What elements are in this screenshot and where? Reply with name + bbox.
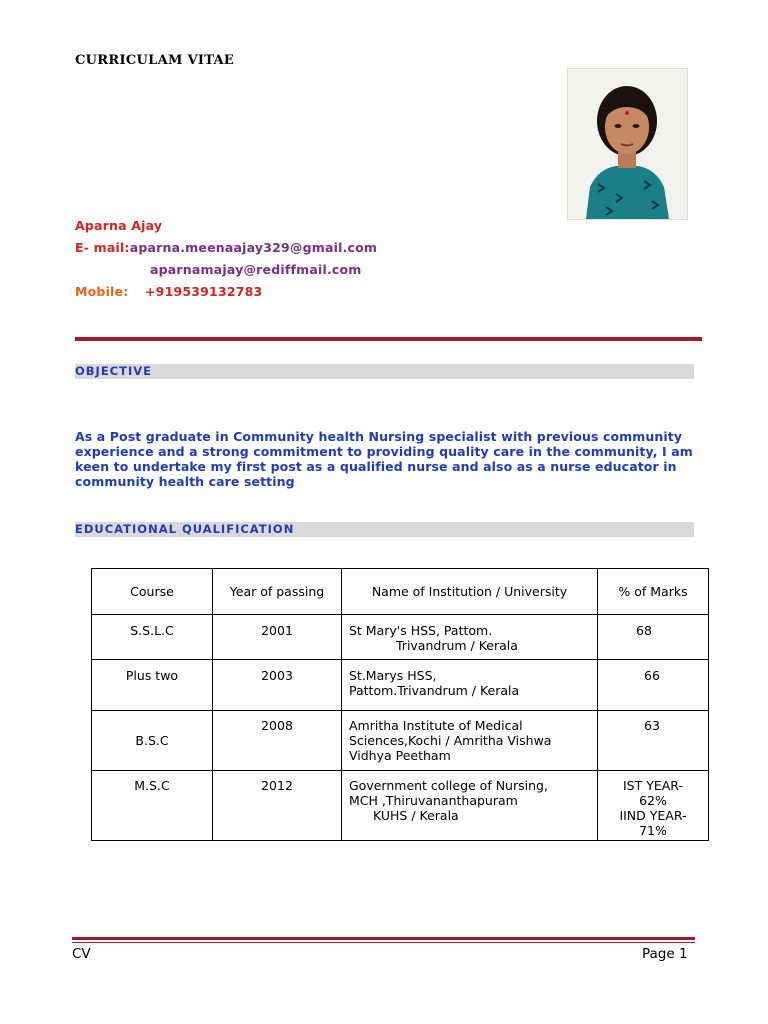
profile-photo: [567, 68, 688, 220]
header-divider: [75, 337, 702, 341]
table-row: [92, 771, 709, 841]
marks-line: IST YEAR-: [622, 778, 683, 793]
column-header-marks: % of Marks: [598, 569, 709, 615]
institution-cell: [342, 660, 598, 711]
objective-text: As a Post graduate in Community health Nursing specialist with previous community experience and a strong commitment to providing quality care in the community, I am keen to undertake my first post as a qualified nurse and also as a nurse educator in community health care setting: [75, 429, 693, 489]
document-title: CURRICULAM VITAE: [75, 53, 235, 68]
objective-heading: OBJECTIVE: [75, 364, 694, 379]
email-primary[interactable]: aparna.meenaajay329@gmail.com: [129, 240, 378, 255]
column-header-course: Course: [92, 569, 213, 615]
year-cell: 2012: [213, 771, 342, 841]
institution-line: Amritha Institute of Medical: [349, 718, 523, 733]
year-cell: 2003: [213, 660, 342, 711]
institution-line: KUHS / Kerala: [373, 808, 459, 823]
email-secondary[interactable]: aparnamajay@rediffmail.com: [150, 262, 362, 277]
footer-divider-thin: [72, 942, 695, 943]
footer-left-label: CV: [72, 946, 91, 962]
institution-line: Government college of Nursing,: [349, 778, 548, 793]
column-header-year: Year of passing: [213, 569, 342, 615]
marks-cell: 63: [598, 711, 709, 771]
mobile-label: Mobile:: [75, 284, 129, 299]
column-header-institution: Name of Institution / University: [342, 569, 598, 615]
institution-cell: [342, 711, 598, 771]
candidate-name: Aparna Ajay: [75, 218, 163, 233]
table-header-row: [92, 569, 709, 615]
email-row: [75, 240, 377, 255]
mobile-value: +919539132783: [145, 284, 263, 299]
institution-cell: [342, 615, 598, 660]
year-cell: 2001: [213, 615, 342, 660]
institution-cell: [342, 771, 598, 841]
marks-line: IIND YEAR-: [619, 808, 687, 823]
education-heading: EDUCATIONAL QUALIFICATION: [75, 522, 694, 537]
course-cell: Plus two: [92, 660, 213, 711]
table-row: [92, 660, 709, 711]
marks-cell: 68: [598, 615, 709, 660]
institution-line: St.Marys HSS,: [349, 668, 437, 683]
portrait-image: [568, 69, 687, 219]
institution-line: Sciences,Kochi / Amritha Vishwa: [349, 733, 552, 748]
course-cell: M.S.C: [92, 771, 213, 841]
institution-line: St Mary's HSS, Pattom.: [349, 623, 493, 638]
page-number: Page 1: [642, 946, 688, 962]
marks-line: 71%: [639, 823, 667, 838]
institution-line: Pattom.Trivandrum / Kerala: [349, 683, 520, 698]
marks-cell: [598, 771, 709, 841]
institution-line: Trivandrum / Kerala: [396, 638, 518, 653]
table-row: [92, 711, 709, 771]
marks-line: 62%: [639, 793, 667, 808]
education-table: [91, 568, 709, 841]
course-cell: S.S.L.C: [92, 615, 213, 660]
footer-divider: [72, 937, 695, 940]
email-label: E- mail:: [75, 240, 130, 255]
course-cell: B.S.C: [92, 711, 213, 771]
institution-line: MCH ,Thiruvananthapuram: [349, 793, 518, 808]
table-row: [92, 615, 709, 660]
year-cell: 2008: [213, 711, 342, 771]
marks-cell: 66: [598, 660, 709, 711]
mobile-row: [75, 284, 128, 299]
institution-line: Vidhya Peetham: [349, 748, 451, 763]
